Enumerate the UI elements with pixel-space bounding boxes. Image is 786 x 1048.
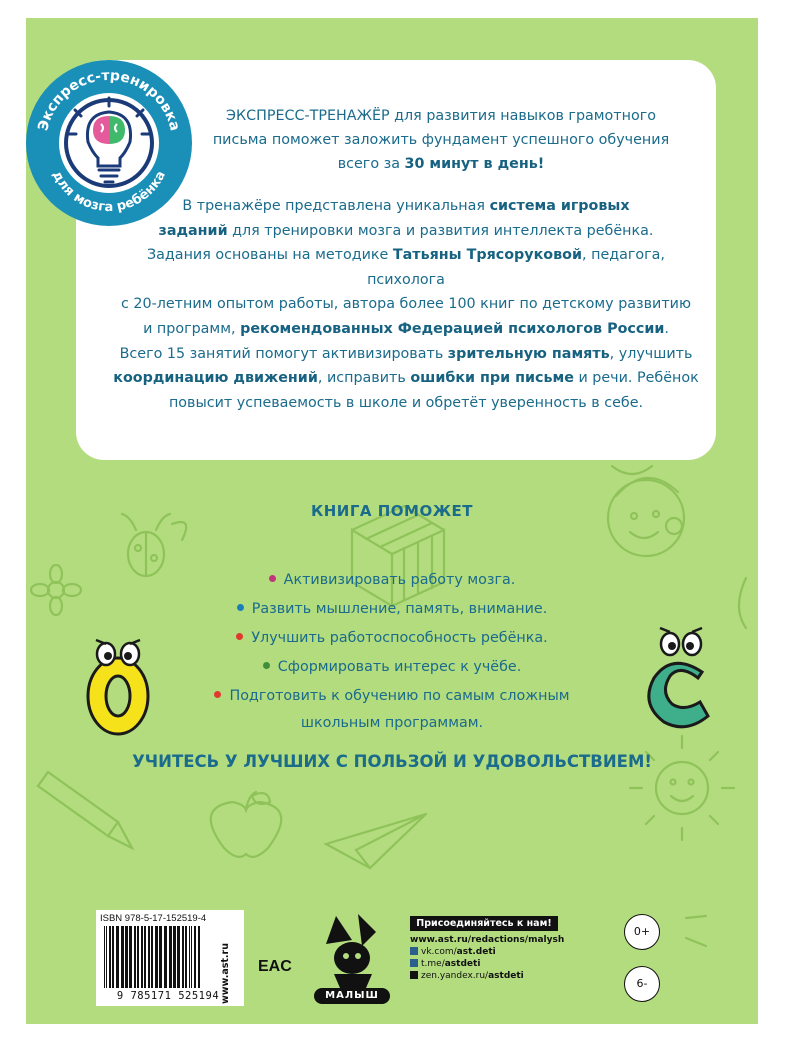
telegram-icon bbox=[410, 959, 418, 967]
text-span: , улучшить bbox=[609, 345, 693, 362]
barcode-bar bbox=[109, 926, 111, 988]
social-text: zen.yandex.ru/ bbox=[421, 971, 489, 981]
social-zen[interactable] bbox=[410, 971, 570, 981]
barcode-bar bbox=[198, 926, 200, 988]
intro-highlight: 30 минут в день! bbox=[404, 156, 545, 172]
barcode-bar bbox=[104, 926, 105, 988]
social-text: vk.com/ bbox=[421, 947, 457, 957]
highlight: система игровых bbox=[489, 198, 630, 214]
list-item bbox=[26, 601, 758, 617]
barcode-bar bbox=[112, 926, 114, 988]
text-span: , исправить bbox=[317, 370, 411, 387]
bullet-dot bbox=[237, 604, 244, 611]
social-links bbox=[410, 916, 570, 981]
isbn-text: ISBN 978-5-17-152519-4 bbox=[100, 913, 207, 924]
body-line: повысит успеваемость в школе и обретёт уверенность в себе. bbox=[168, 394, 644, 411]
barcode-bar bbox=[185, 926, 187, 988]
vk-icon bbox=[410, 947, 418, 955]
list-item-text: Подготовить к обучению по самым сложным bbox=[229, 688, 570, 704]
barcode-bar bbox=[129, 926, 132, 988]
eac-mark: EAC bbox=[258, 958, 292, 975]
highlight: ошибки при письме bbox=[410, 370, 574, 387]
social-vk[interactable] bbox=[410, 947, 570, 957]
social-text: t.me/ bbox=[421, 959, 445, 969]
body-line bbox=[106, 317, 706, 342]
text-span: , педагога, психолога bbox=[367, 247, 665, 288]
text-span: для тренировки мозга и развития интеллекта ребёнка. bbox=[227, 222, 654, 239]
barcode-bar bbox=[194, 926, 196, 988]
body-line bbox=[106, 194, 706, 219]
barcode-bar bbox=[169, 926, 172, 988]
barcode-bar bbox=[191, 926, 192, 988]
barcode-bar bbox=[189, 926, 190, 988]
list-item-text: Сформировать интерес к учёбе. bbox=[277, 659, 522, 675]
list-item bbox=[26, 659, 758, 675]
body-text bbox=[106, 194, 706, 415]
text-span: . bbox=[664, 320, 669, 337]
barcode-bar bbox=[121, 926, 124, 988]
age-rating-0: 0+ bbox=[624, 914, 660, 950]
arrow-doodle bbox=[686, 916, 706, 946]
text-span: и программ, bbox=[143, 320, 241, 337]
publisher-name: МАЛЫШ bbox=[325, 990, 379, 1001]
publisher-site: www.ast.ru bbox=[220, 943, 231, 1004]
intro-line: ЭКСПРЕСС-ТРЕНАЖЁР для развития навыков грамотного bbox=[226, 108, 656, 124]
barcode-bar bbox=[159, 926, 162, 988]
barcode-bar bbox=[177, 926, 180, 988]
text-span: Задания основаны на методике bbox=[147, 247, 393, 264]
intro-line bbox=[186, 152, 696, 176]
slogan: УЧИТЕСЬ У ЛУЧШИХ С ПОЛЬЗОЙ И УДОВОЛЬСТВИЕМ! bbox=[132, 752, 652, 771]
barcode-bar bbox=[173, 926, 176, 988]
pencil-doodle bbox=[38, 772, 132, 848]
join-title: Присоединяйтесь к нам! bbox=[410, 916, 558, 931]
ladybug-doodle bbox=[122, 514, 186, 576]
bullet-dot bbox=[214, 691, 221, 698]
highlight: зрительную память bbox=[447, 345, 610, 362]
list-item-text: Развить мышление, память, внимание. bbox=[251, 601, 548, 617]
highlight: заданий bbox=[158, 222, 228, 239]
highlight: Татьяны Трясоруковой bbox=[392, 247, 583, 264]
body-line bbox=[106, 219, 706, 244]
barcode-bar bbox=[125, 926, 128, 988]
barcode-bar bbox=[116, 926, 119, 988]
barcode bbox=[100, 926, 240, 988]
barcode-number: 9 785171 525194 bbox=[116, 990, 220, 1002]
body-line bbox=[106, 243, 706, 292]
social-telegram[interactable] bbox=[410, 959, 570, 969]
body-line bbox=[106, 366, 706, 391]
body-line: с 20-летним опытом работы, автора более 100 книг по детскому развитию bbox=[120, 296, 692, 313]
text-span: В тренажёре представлена уникальная bbox=[182, 198, 490, 214]
barcode-bar bbox=[164, 926, 167, 988]
cube-doodle bbox=[352, 506, 444, 606]
bullet-dot bbox=[263, 662, 270, 669]
list-item bbox=[26, 688, 758, 704]
list-item-continuation: школьным программам. bbox=[300, 715, 484, 731]
badge-top-text: Экспресс-тренировка bbox=[35, 67, 183, 133]
barcode-bar bbox=[148, 926, 150, 988]
barcode-bar bbox=[141, 926, 143, 988]
barcode-bar bbox=[182, 926, 184, 988]
bullet-dot bbox=[236, 633, 243, 640]
list-item-text: Активизировать работу мозга. bbox=[283, 572, 516, 588]
social-handle: astdeti bbox=[444, 959, 481, 969]
highlight: координацию движений bbox=[113, 370, 318, 387]
join-site[interactable]: www.ast.ru/redactions/malysh bbox=[410, 935, 565, 945]
text-span: Всего 15 занятий помогут активизировать bbox=[119, 345, 448, 362]
zen-icon bbox=[410, 971, 418, 979]
social-handle: astdeti bbox=[488, 971, 524, 981]
intro-text bbox=[186, 104, 696, 176]
barcode-bar bbox=[134, 926, 136, 988]
highlight: рекомендованных Федерацией психологов России bbox=[240, 320, 665, 337]
intro-line: письма поможет заложить фундамент успешного обучения bbox=[212, 132, 670, 148]
bullet-dot bbox=[269, 575, 276, 582]
social-handle: ast.deti bbox=[456, 947, 496, 957]
text-span: и речи. Ребёнок bbox=[573, 370, 699, 387]
help-title: КНИГА ПОМОЖЕТ bbox=[310, 502, 474, 520]
apple-doodle bbox=[211, 792, 281, 857]
barcode-bar bbox=[155, 926, 158, 988]
body-line bbox=[106, 342, 706, 367]
publisher-logo bbox=[306, 908, 396, 1012]
barcode-bar bbox=[144, 926, 146, 988]
barcode-bar bbox=[137, 926, 139, 988]
list-item bbox=[26, 630, 758, 646]
barcode-bar bbox=[151, 926, 153, 988]
barcode-bar bbox=[106, 926, 107, 988]
intro-text-span: всего за bbox=[337, 156, 405, 172]
paper-plane-doodle bbox=[326, 814, 426, 868]
badge-bottom-text: для мозга ребёнка bbox=[49, 168, 169, 215]
age-rating-6: 6- bbox=[624, 966, 660, 1002]
list-item-text: Улучшить работоспособность ребёнка. bbox=[251, 630, 548, 646]
book-back-cover bbox=[26, 18, 758, 1024]
list-item bbox=[26, 572, 758, 588]
